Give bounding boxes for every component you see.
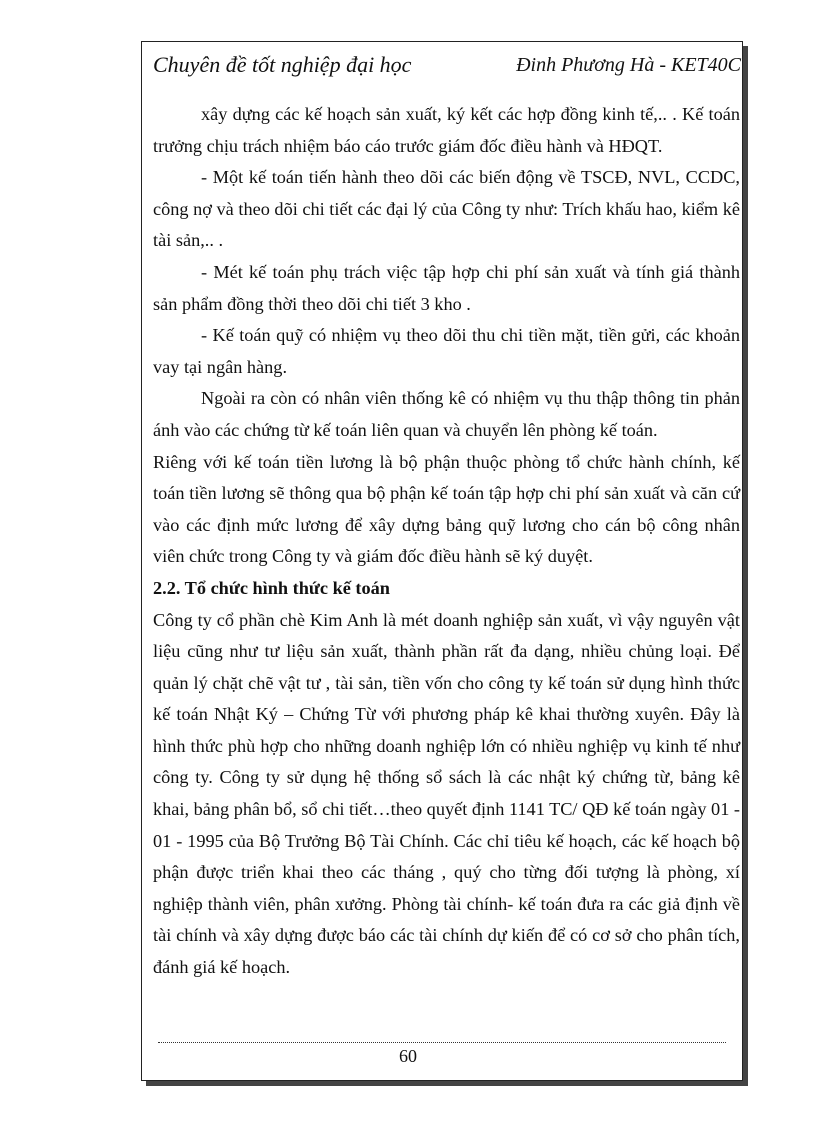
author-label: Đinh Phương Hà - KET40C [516,54,741,76]
page-header [153,52,741,84]
paragraph: Công ty cổ phần chè Kim Anh là mét doanh nghiệp sản xuất, vì vậy nguyên vật liệu cũng như tư liệu sản xuất, thành phần rất đa dạng, nhiều chủng loại. Để quản lý chặt chẽ vật tư , tài sản, tiền vốn cho công ty kế toán sử dụng hình thức kế toán Nhật Ký – Chứng Từ với phương pháp kê khai thường xuyên. Đây là hình thức phù hợp cho những doanh nghiệp lớn có nhiều nghiệp vụ kinh tế như công ty. Công ty sử dụng hệ thống sổ sách là các nhật ký chứng từ, bảng kê khai, bảng phân bổ, sổ chi tiết…theo quyết định 1141 TC/ QĐ kế toán ngày 01 - 01 - 1995 của Bộ Trưởng Bộ Tài Chính. Các chỉ tiêu kế hoạch, các kế hoạch bộ phận được triển khai theo các tháng , quý cho từng đối tượng là phòng, xí nghiệp thành viên, phân xưởng. Phòng tài chính- kế toán đưa ra các giả định về tài chính và xây dựng được báo các tài chính dự kiến để có cơ sở cho phân tích, đánh giá kế hoạch. [153,609,740,978]
paragraph: Riêng với kế toán tiền lương là bộ phận thuộc phòng tổ chức hành chính, kế toán tiền lương sẽ thông qua bộ phận kế toán tập hợp chi phí sản xuất và căn cứ vào các định mức lương để xây dựng bảng quỹ lương cho cán bộ công nhân viên chức trong Công ty và giám đốc điều hành sẽ ký duyệt. [153,451,740,567]
page-number: 60 [399,1046,417,1066]
paragraph: - Mét kế toán phụ trách việc tập hợp chi phí sản xuất và tính giá thành sản phẩm đồng thời theo dõi chi tiết 3 kho . [153,261,740,314]
document-title: Chuyên đề tốt nghiệp đại học [153,52,412,77]
paragraph: xây dựng các kế hoạch sản xuất, ký kết các hợp đồng kinh tế,.. . Kế toán trưởng chịu trách nhiệm báo cáo trước giám đốc điều hành và HĐQT. [153,104,740,156]
footer-divider [158,1042,726,1043]
paragraph: Ngoài ra còn có nhân viên thống kê có nhiệm vụ thu thập thông tin phản ánh vào các chứng từ kế toán liên quan và chuyển lên phòng kế toán. [153,388,740,440]
paragraph: - Một kế toán tiến hành theo dõi các biến động về TSCĐ, NVL, CCDC, công nợ và theo dõi chi tiết các đại lý của Công ty như: Trích khấu hao, kiểm kê tài sản,.. . [153,167,740,251]
document-body [153,99,740,984]
section-heading: 2.2. Tổ chức hình thức kế toán [153,577,390,598]
paragraph: - Kế toán quỹ có nhiệm vụ theo dõi thu chi tiền mặt, tiền gửi, các khoản vay tại ngân hàng. [153,325,740,377]
